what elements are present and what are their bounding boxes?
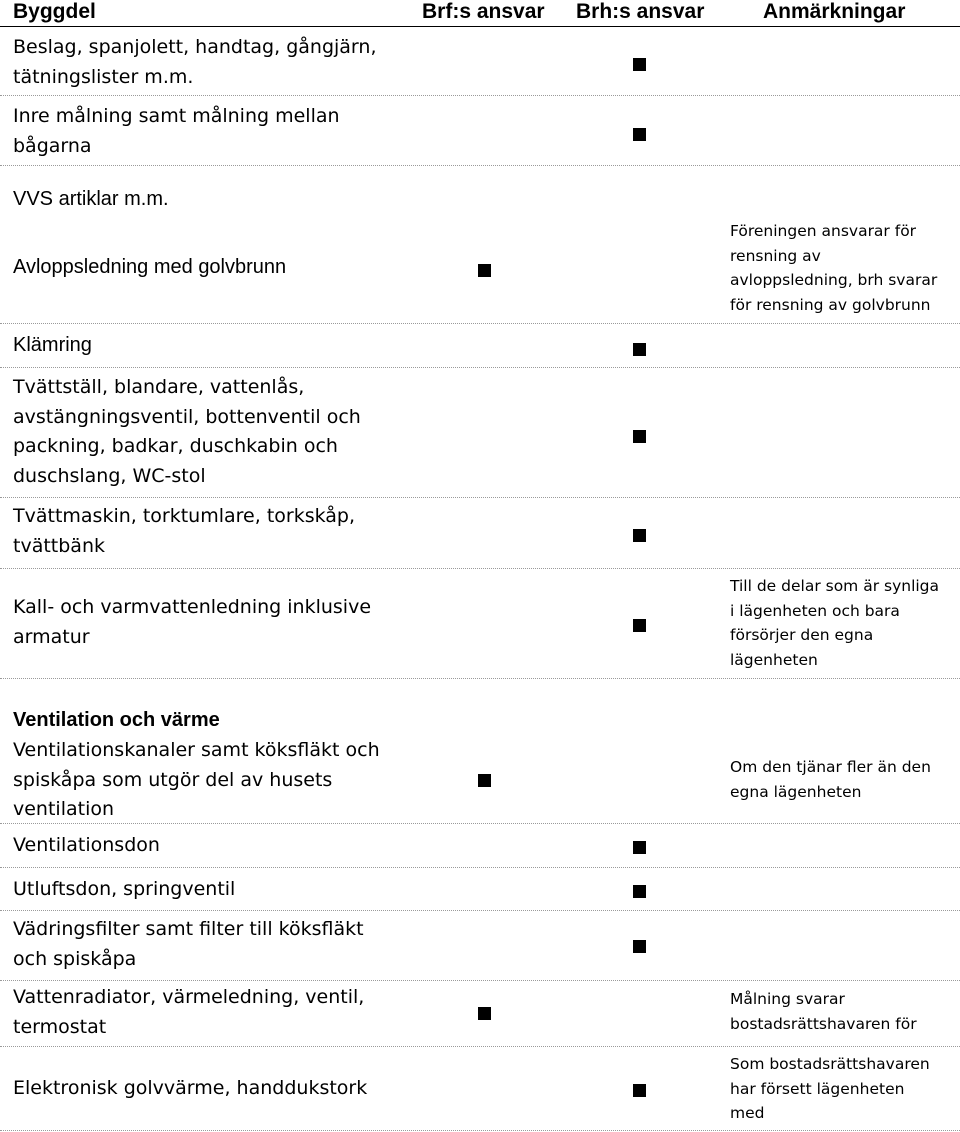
- black-square-icon: [478, 1007, 491, 1020]
- black-square-icon: [633, 430, 646, 443]
- black-square-icon: [633, 885, 646, 898]
- black-square-icon: [633, 529, 646, 542]
- black-square-icon: [633, 343, 646, 356]
- section-heading: Ventilation och värme: [13, 709, 220, 731]
- table-row: [0, 27, 960, 96]
- black-square-icon: [633, 128, 646, 141]
- table-row: [0, 824, 960, 868]
- row-item-text: Elektronisk golvvärme, handdukstork: [13, 1077, 368, 1099]
- row-item-text: Tvättställ, blandare, vattenlås, avstängningsventil, bottenventil och packning, badkar, duschkabin och duschslang, WC-stol: [13, 376, 361, 487]
- black-square-icon: [633, 1084, 646, 1097]
- table-header: [0, 0, 960, 27]
- table-row: [0, 1047, 960, 1131]
- column-header-byggdel: Byggdel: [13, 0, 96, 23]
- row-item-text: Utluftsdon, springventil: [13, 878, 236, 900]
- row-item-text: Beslag, spanjolett, handtag, gångjärn, tätningslister m.m.: [13, 36, 377, 88]
- black-square-icon: [633, 58, 646, 71]
- row-note-text: Föreningen ansvarar för rensning av avloppsledning, brh svarar för rensning av golvbrunn: [730, 222, 938, 314]
- table-row: [0, 868, 960, 911]
- black-square-icon: [633, 841, 646, 854]
- table-row: [0, 679, 960, 824]
- row-note-text: Målning svarar bostadsrättshavaren för: [730, 990, 917, 1033]
- row-item-text: Klämring: [13, 334, 92, 356]
- table-row: [0, 981, 960, 1047]
- row-note-text: Till de delar som är synliga i lägenheten och bara försörjer den egna lägenheten: [730, 577, 940, 669]
- row-item-text: Ventilationsdon: [13, 834, 160, 856]
- row-note-text: Som bostadsrättshavaren har försett lägenheten med: [730, 1055, 930, 1122]
- table-row: [0, 569, 960, 679]
- table-row: [0, 212, 960, 324]
- black-square-icon: [478, 774, 491, 787]
- table-row: [0, 498, 960, 569]
- table-row: [0, 96, 960, 166]
- row-item-text: Vädringsfilter samt filter till köksfläkt och spiskåpa: [13, 918, 364, 970]
- row-item-text: Ventilationskanaler samt köksfläkt och spiskåpa som utgör del av husets ventilation: [13, 739, 380, 820]
- row-item-text: Tvättmaskin, torktumlare, torkskåp, tvättbänk: [13, 505, 356, 557]
- column-header-brh: Brh:s ansvar: [576, 0, 705, 23]
- table-row: [0, 368, 960, 498]
- row-item-text: Inre målning samt målning mellan bågarna: [13, 105, 340, 157]
- row-item-text: Kall- och varmvattenledning inklusive armatur: [13, 596, 372, 648]
- table-row: [0, 911, 960, 981]
- row-note-text: Om den tjänar fler än den egna lägenheten: [730, 758, 931, 801]
- black-square-icon: [633, 619, 646, 632]
- column-header-brf: Brf:s ansvar: [422, 0, 545, 23]
- table-row: [0, 166, 960, 212]
- column-header-anmarkningar: Anmärkningar: [763, 0, 906, 23]
- row-item-text: Avloppsledning med golvbrunn: [13, 256, 287, 278]
- black-square-icon: [633, 940, 646, 953]
- row-item-text: VVS artiklar m.m.: [13, 188, 169, 210]
- row-item-text: Vattenradiator, värmeledning, ventil, termostat: [13, 986, 365, 1038]
- table-row: [0, 324, 960, 368]
- black-square-icon: [478, 264, 491, 277]
